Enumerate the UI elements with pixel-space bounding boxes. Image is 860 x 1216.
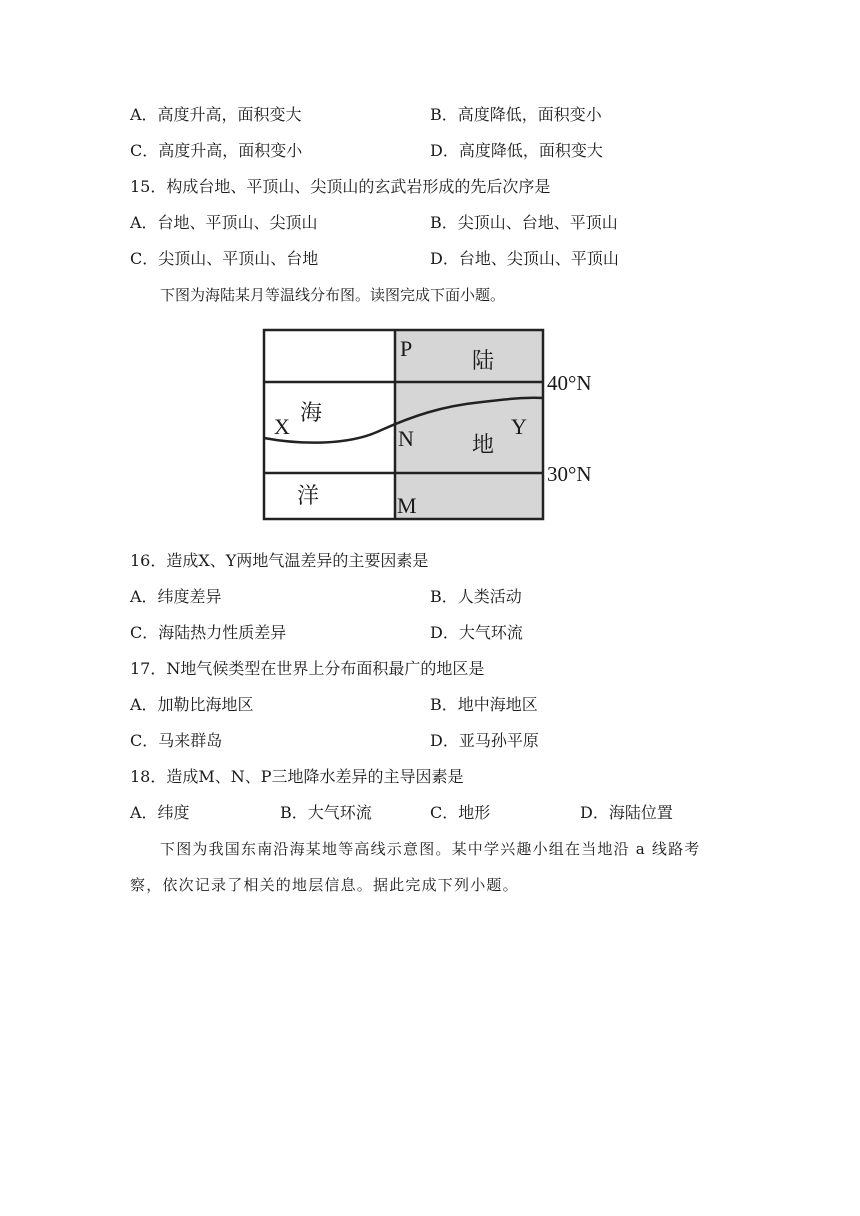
q15-option-a: A．台地、平顶山、尖顶山	[130, 213, 318, 232]
map-intro-text: 下图为海陆某月等温线分布图。读图完成下面小题。	[160, 286, 506, 304]
label-40n: 40°N	[547, 371, 592, 395]
q14-option-d: D．高度降低，面积变大	[430, 141, 603, 160]
q17-option-c: C．马来群岛	[130, 731, 223, 750]
label-30n: 30°N	[547, 462, 592, 486]
q17-option-b: B．地中海地区	[430, 695, 538, 714]
contour-intro-line1: 下图为我国东南沿海某地等高线示意图。某中学兴趣小组在当地沿 a 线路考	[160, 840, 701, 858]
label-y: Y	[511, 414, 527, 439]
label-hai: 海	[300, 400, 323, 425]
q14-option-a: A．高度升高，面积变大	[130, 105, 302, 124]
label-n: N	[398, 426, 414, 451]
label-p: P	[400, 336, 413, 361]
label-m: M	[397, 493, 417, 518]
q18-option-b: B．大气环流	[280, 803, 372, 822]
q15-option-d: D．台地、尖顶山、平顶山	[430, 249, 619, 268]
q16-stem: 16．造成X、Y两地气温差异的主要因素是	[130, 551, 429, 570]
label-lu: 陆	[472, 348, 495, 373]
label-yang: 洋	[297, 483, 320, 508]
q18-option-d: D．海陆位置	[580, 803, 673, 822]
q16-option-a: A．纬度差异	[130, 587, 222, 606]
q16-option-c: C．海陆热力性质差异	[130, 623, 287, 642]
q15-stem: 15．构成台地、平顶山、尖顶山的玄武岩形成的先后次序是	[130, 177, 551, 196]
contour-intro-line2: 察，依次记录了相关的地层信息。据此完成下列小题。	[130, 876, 519, 894]
label-di: 地	[472, 432, 495, 457]
q17-stem: 17．N地气候类型在世界上分布面积最广的地区是	[130, 659, 485, 678]
label-x: X	[274, 414, 290, 439]
q16-option-d: D．大气环流	[430, 623, 523, 642]
q18-stem: 18．造成M、N、P三地降水差异的主导因素是	[130, 767, 464, 786]
q14-option-c: C．高度升高，面积变小	[130, 141, 303, 160]
q17-option-a: A．加勒比海地区	[130, 695, 254, 714]
isotherm-map	[262, 328, 607, 524]
q14-option-b: B．高度降低，面积变小	[430, 105, 602, 124]
q18-option-c: C．地形	[430, 803, 491, 822]
q18-option-a: A．纬度	[130, 803, 190, 822]
q16-option-b: B．人类活动	[430, 587, 522, 606]
q17-option-d: D．亚马孙平原	[430, 731, 539, 750]
q15-option-c: C．尖顶山、平顶山、台地	[130, 249, 319, 268]
q15-option-b: B．尖顶山、台地、平顶山	[430, 213, 618, 232]
